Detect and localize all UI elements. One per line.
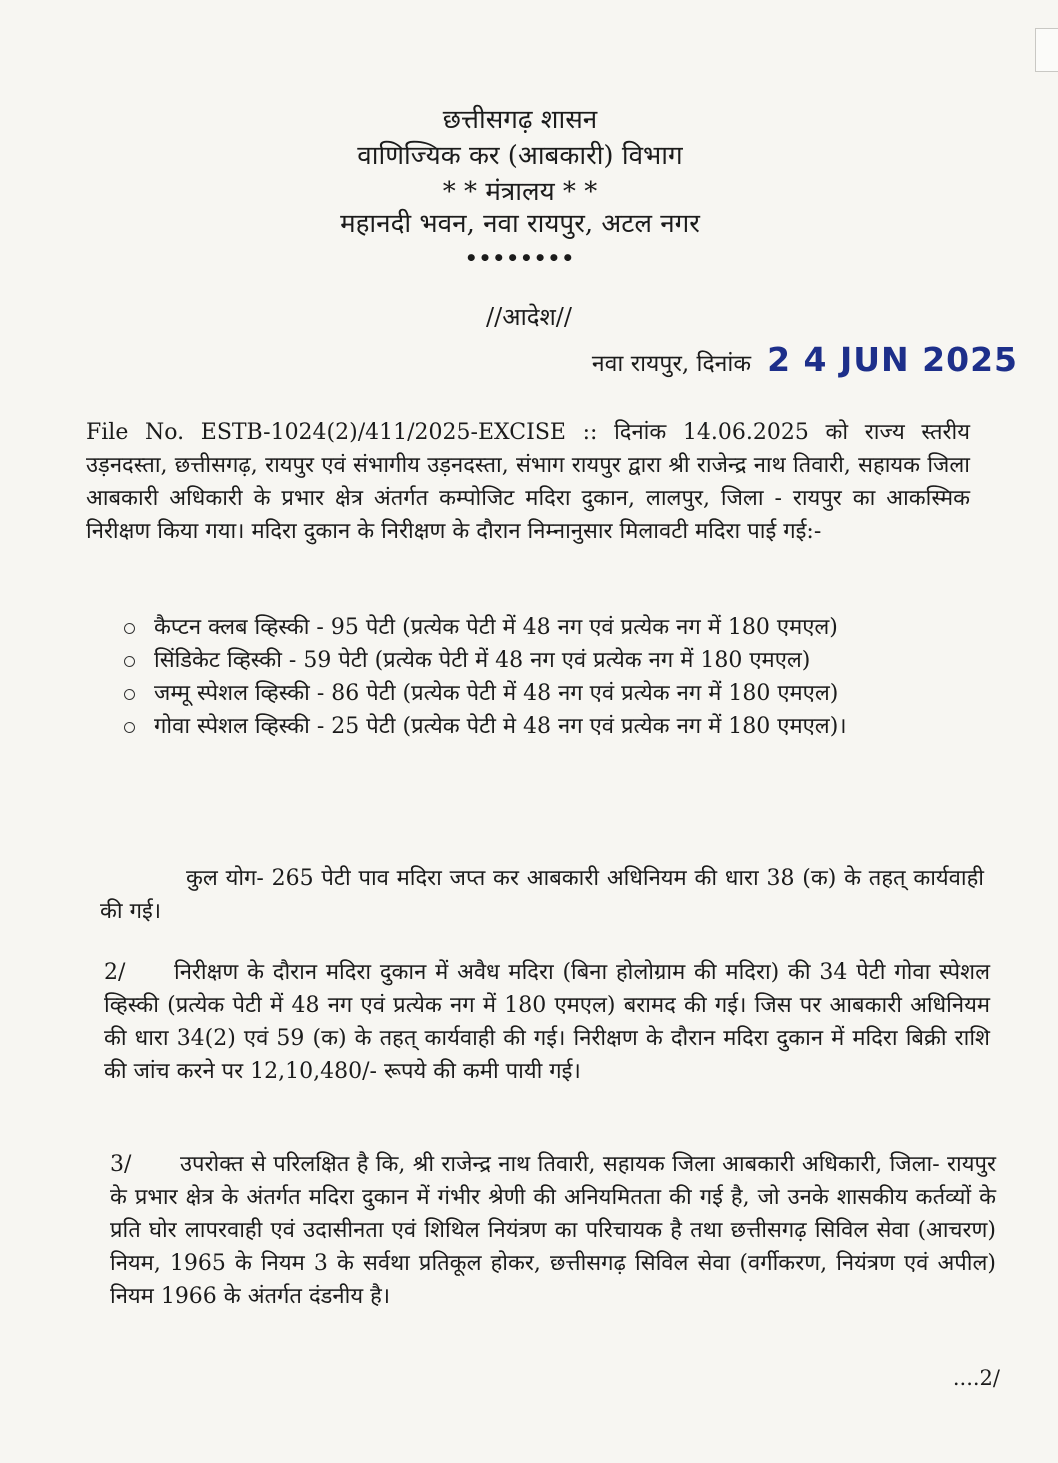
- bullet-icon: [124, 689, 135, 700]
- header-address: महानदी भवन, नवा रायपुर, अटल नगर: [340, 209, 700, 239]
- bullet-icon: [124, 656, 135, 667]
- list-item: गोवा स्पेशल व्हिस्की - 25 पेटी (प्रत्येक पेटी मे 48 नग एवं प्रत्येक नग में 180 एमएल)।: [118, 711, 988, 743]
- paragraph-2: [104, 956, 990, 1088]
- paragraph-2-text: निरीक्षण के दौरान मदिरा दुकान में अवैध मदिरा (बिना होलोग्राम की मदिरा) की 34 पेटी गोवा स्पेशल व्हिस्की (प्रत्येक पेटी में 48 नग एवं प्रत्येक नग में 180 एमएल) बरामद की गई। जिस पर आबकारी अधिनियम की धारा 34(2) एवं 59 (क) के तहत् कार्यवाही की गई। निरीक्षण के दौरान मदिरा दुकान में मदिरा बिक्री राशि की जांच करने पर 12,10,480/- रूपये की कमी पायी गई।: [104, 960, 990, 1084]
- seized-items-list: [118, 612, 988, 744]
- date-label: नवा रायपुर, दिनांक: [591, 351, 752, 377]
- page-edge-mark: [1035, 28, 1058, 72]
- bullet-icon: [124, 722, 135, 733]
- list-item: जम्मू स्पेशल व्हिस्की - 86 पेटी (प्रत्येक पेटी में 48 नग एवं प्रत्येक नग में 180 एमएल): [118, 678, 988, 710]
- paragraph-3-text: उपरोक्त से परिलक्षित है कि, श्री राजेन्द्र नाथ तिवारी, सहायक जिला आबकारी अधिकारी, जिला- रायपुर के प्रभार क्षेत्र के अंतर्गत मदिरा दुकान में गंभीर श्रेणी की अनियमितता की गई है, जो उनके शासकीय कर्तव्यों के प्रति घोर लापरवाही एवं उदासीनता एवं शिथिल नियंत्रण का परिचायक है तथा छत्तीसगढ़ सिविल सेवा (आचरण) नियम, 1965 के नियम 3 के सर्वथा प्रतिकूल होकर, छत्तीसगढ़ सिविल सेवा (वर्गीकरण, नियंत्रण एवं अपील) नियम 1966 के अंतर्गत दंडनीय है।: [110, 1152, 996, 1309]
- list-item: सिंडिकेट व्हिस्की - 59 पेटी (प्रत्येक पेटी में 48 नग एवं प्रत्येक नग में 180 एमएल): [118, 645, 988, 677]
- page-continuation: ....2/: [952, 1366, 1000, 1390]
- header-separator: ••••••••: [464, 246, 576, 270]
- paragraph-3-number: 3/: [110, 1152, 132, 1177]
- order-title: //आदेश//: [486, 303, 572, 331]
- list-item: कैप्टन क्लब व्हिस्की - 95 पेटी (प्रत्येक पेटी में 48 नग एवं प्रत्येक नग में 180 एमएल): [118, 612, 988, 644]
- total-paragraph: कुल योग- 265 पेटी पाव मदिरा जप्त कर आबकारी अधिनियम की धारा 38 (क) के तहत् कार्यवाही की गई।: [100, 866, 984, 924]
- paragraph-2-number: 2/: [104, 960, 126, 985]
- paragraph-3: [110, 1148, 996, 1313]
- intro-paragraph: File No. ESTB-1024(2)/411/2025-EXCISE :: दिनांक 14.06.2025 को राज्य स्तरीय उड़नदस्ता, छत्तीसगढ़, रायपुर एवं संभागीय उड़नदस्ता, संभाग रायपुर द्वारा श्री राजेन्द्र नाथ तिवारी, सहायक जिला आबकारी अधिकारी के प्रभार क्षेत्र अंतर्गत कम्पोजिट मदिरा दुकान, लालपुर, जिला - रायपुर का आकस्मिक निरीक्षण किया गया। मदिरा दुकान के निरीक्षण के दौरान निम्नानुसार मिलावटी मदिरा पाई गई:-: [86, 420, 970, 544]
- bullet-icon: [124, 623, 135, 634]
- date-row: [592, 340, 1018, 379]
- header-department: वाणिज्यिक कर (आबकारी) विभाग: [357, 141, 683, 171]
- date-stamp: 2 4 JUN 2025: [767, 340, 1018, 379]
- header-government: छत्तीसगढ़ शासन: [442, 105, 598, 135]
- header-ministry: * * मंत्रालय * *: [442, 177, 598, 207]
